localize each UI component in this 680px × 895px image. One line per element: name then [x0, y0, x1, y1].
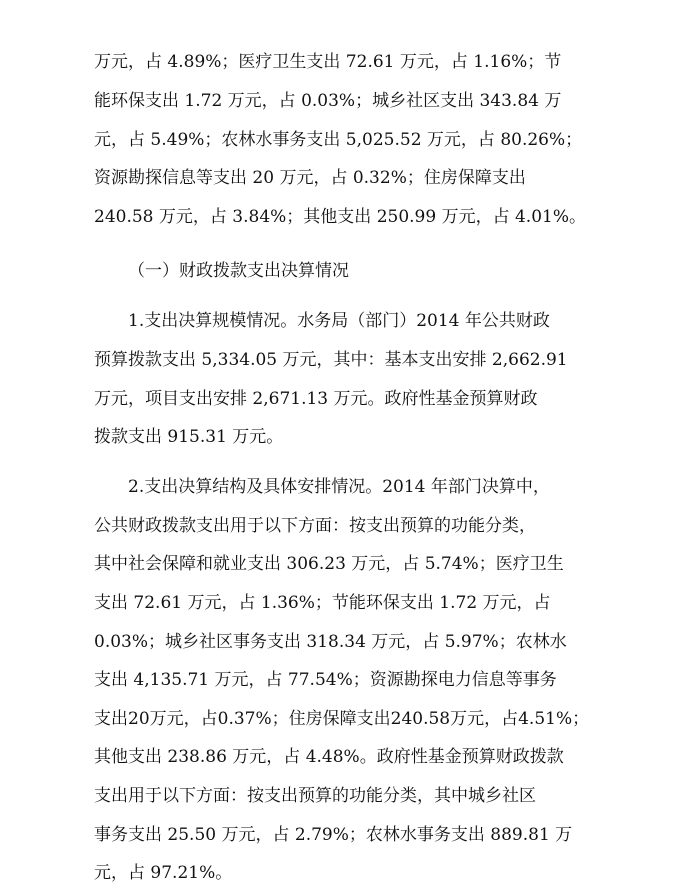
text-line: 万元，项目支出安排 2,671.13 万元。政府性基金预算财政 — [94, 389, 538, 409]
text-line: 元，占 97.21%。 — [94, 863, 233, 883]
text-line: 支出 72.61 万元，占 1.36%；节能环保支出 1.72 万元，占 — [94, 593, 551, 613]
text-line: 支出 4,135.71 万元，占 77.54%；资源勘探电力信息等事务 — [94, 670, 557, 690]
text-line: 其中社会保障和就业支出 306.23 万元，占 5.74%；医疗卫生 — [94, 554, 564, 574]
text-line: 240.58 万元，占 3.84%；其他支出 250.99 万元，占 4.01%。 — [94, 207, 586, 227]
text-line: 支出20万元，占0.37%；住房保障支出240.58万元，占4.51%； — [94, 709, 590, 729]
text-line: 预算拨款支出 5,334.05 万元，其中：基本支出安排 2,662.91 — [94, 350, 568, 370]
text-line: 其他支出 238.86 万元，占 4.48%。政府性基金预算财政拨款 — [94, 747, 564, 767]
text-line: 0.03%；城乡社区事务支出 318.34 万元，占 5.97%；农林水 — [94, 632, 567, 652]
paragraph-start-line: 1.支出决算规模情况。水务局（部门）2014 年公共财政 — [128, 311, 550, 331]
text-line: 万元，占 4.89%；医疗卫生支出 72.61 万元，占 1.16%；节 — [94, 52, 562, 72]
text-line: 拨款支出 915.31 万元。 — [94, 427, 284, 447]
section-heading: （一）财政拨款支出决算情况 — [128, 261, 349, 281]
text-line: 公共财政拨款支出用于以下方面：按支出预算的功能分类， — [94, 516, 536, 536]
paragraph-start-line: 2.支出决算结构及具体安排情况。2014 年部门决算中， — [128, 477, 550, 497]
text-line: 元，占 5.49%；农林水事务支出 5,025.52 万元，占 80.26%； — [94, 130, 583, 150]
text-line: 资源勘探信息等支出 20 万元，占 0.32%；住房保障支出 — [94, 168, 526, 188]
text-line: 能环保支出 1.72 万元，占 0.03%；城乡社区支出 343.84 万 — [94, 91, 562, 111]
text-line: 支出用于以下方面：按支出预算的功能分类，其中城乡社区 — [94, 786, 536, 806]
text-line: 事务支出 25.50 万元，占 2.79%；农林水事务支出 889.81 万 — [94, 825, 573, 845]
